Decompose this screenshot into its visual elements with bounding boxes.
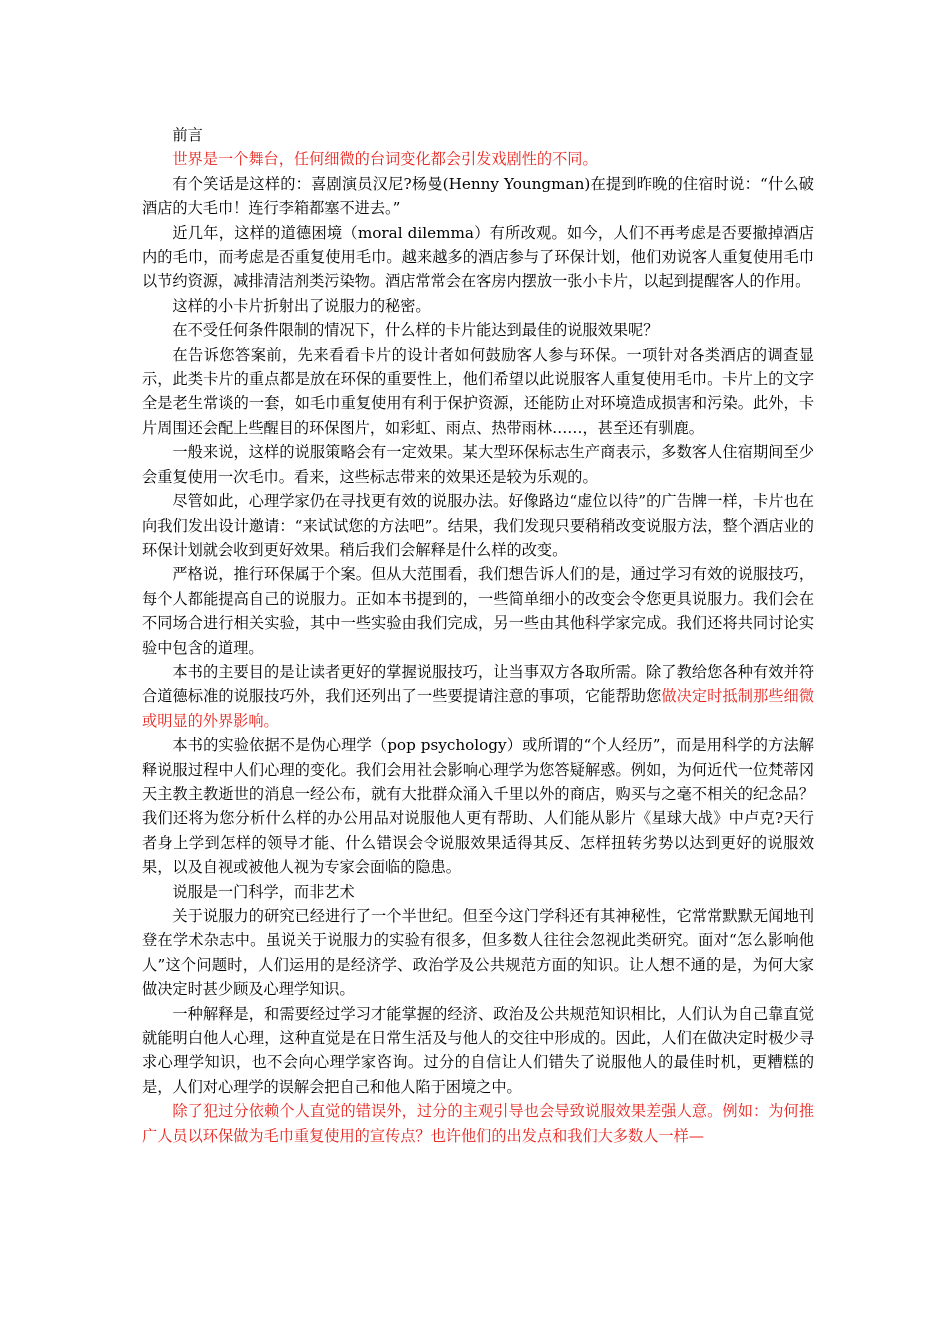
paragraph: 关于说服力的研究已经进行了一个半世纪。但至今这门学科还有其神秘性，它常常默默无闻地刊登在学术杂志中。虽说关于说服力的实验有很多，但多数人往往会忽视此类研究。面对“怎么影响他人”这个问题时，人们运用的是经济学、政治学及公共规范方面的知识。让人想不通的是，为何大家做决定时甚少顾及心理学知识。 <box>142 907 814 999</box>
preface-heading: 前言 <box>172 126 203 144</box>
paragraph: 本书的实验依据不是伪心理学（pop psychology）或所谓的“个人经历”，而是用科学的方法解释说服过程中人们心理的变化。我们会用社会影响心理学为您答疑解惑。例如，为何近代一位梵蒂冈天主教主教逝世的消息一经公布，就有大批群众涌入千里以外的商店，购买与之毫不相关的纪念品？我们还将为您分析什么样的办公用品对说服他人更有帮助、人们能从影片《星球大战》中卢克?天行者身上学到怎样的领导才能、什么错误会令说服效果适得其反、怎样扭转劣势以达到更好的说服效果，以及自视或被他人视为专家会面临的隐患。 <box>142 736 814 877</box>
paragraph: 在告诉您答案前，先来看看卡片的设计者如何鼓励客人参与环保。一项针对各类酒店的调查显示，此类卡片的重点都是放在环保的重要性上，他们希望以此说服客人重复使用毛巾。卡片上的文字全是老生常谈的一套，如毛巾重复使用有利于保护资源，还能防止对环境造成损害和污染。此外，卡片周围还会配上些醒目的环保图片，如彩虹、雨点、热带雨林……，甚至还有驯鹿。 <box>142 345 814 437</box>
paragraph: 这样的小卡片折射出了说服力的秘密。 <box>172 296 431 315</box>
paragraph <box>142 1099 814 1148</box>
highlighted-text: 做决定时抵制那些细微或明显的外界影响。 <box>142 687 815 730</box>
highlighted-text: 除了犯过分依赖个人直觉的错误外，过分的主观引导也会导致说服效果差强人意。例如：为何推广人员以环保做为毛巾重复使用的宣传点？也许他们的出发点和我们大多数人一样— <box>142 1102 814 1145</box>
paragraph: 有个笑话是这样的：喜剧演员汉尼?杨曼(Henny Youngman)在提到昨晚的住宿时说：“什么破酒店的大毛巾！连行李箱都塞不进去。” <box>142 174 814 218</box>
paragraph: 一般来说，这样的说服策略会有一定效果。某大型环保标志生产商表示，多数客人住宿期间至少会重复使用一次毛巾。看来，这些标志带来的效果还是较为乐观的。 <box>142 443 814 486</box>
paragraph-text: 本书的主要目的是让读者更好的掌握说服技巧，让当事双方各取所需。除了教给您各种有效并符合道德标准的说服技巧外，我们还列出了一些要提请注意的事项，它能帮助您 <box>142 662 814 706</box>
paragraph: 严格说，推行环保属于个案。但从大范围看，我们想告诉人们的是，通过学习有效的说服技巧，每个人都能提高自己的说服力。正如本书提到的，一些简单细小的改变会令您更具说服力。我们会在不同场合进行相关实验，其中一些实验由我们完成，另一些由其他科学家完成。我们还将共同讨论实验中包含的道理。 <box>142 565 814 657</box>
paragraph: 尽管如此，心理学家仍在寻找更有效的说服办法。好像路边“虚位以待”的广告牌一样，卡片也在向我们发出设计邀请：“来试试您的方法吧”。结果，我们发现只要稍稍改变说服方法，整个酒店业的环保计划就会收到更好效果。稍后我们会解释是什么样的改变。 <box>142 492 814 559</box>
epigraph: 世界是一个舞台，任何细微的台词变化都会引发戏剧性的不同。 <box>172 150 598 169</box>
paragraph: 一种解释是，和需要经过学习才能掌握的经济、政治及公共规范知识相比，人们认为自己靠直觉就能明白他人心理，这种直觉是在日常生活及与他人的交往中形成的。因此，人们在做决定时极少寻求心理学知识，也不会向心理学家咨询。过分的自信让人们错失了说服他人的最佳时机，更糟糕的是，人们对心理学的误解会把自己和他人陷于困境之中。 <box>142 1004 814 1096</box>
section-heading: 说服是一门科学，而非艺术 <box>172 882 355 901</box>
paragraph: 近几年，这样的道德困境（moral dilemma）有所改观。如今，人们不再考虑是否要撤掉酒店内的毛巾，而考虑是否重复使用毛巾。越来越多的酒店参与了环保计划，他们劝说客人重复使用毛巾以节约资源，减排清洁剂类污染物。酒店常常会在客房内摆放一张小卡片，以起到提醒客人的作用。 <box>142 223 814 291</box>
paragraph: 在不受任何条件限制的情况下，什么样的卡片能达到最佳的说服效果呢？ <box>172 321 659 340</box>
document-page <box>142 123 814 1148</box>
paragraph <box>142 660 814 733</box>
